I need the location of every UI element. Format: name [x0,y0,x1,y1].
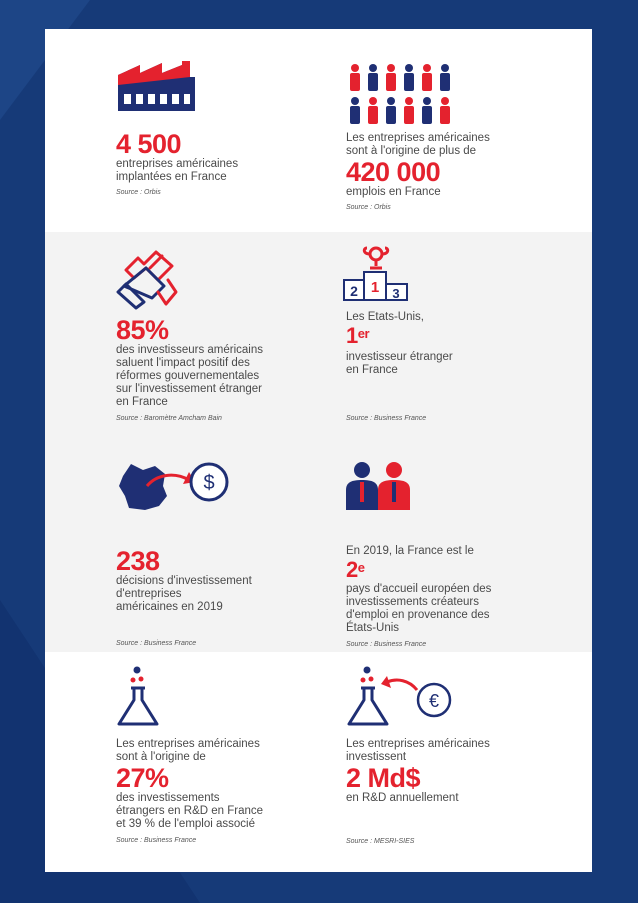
investors-line3: réformes gouvernementales [116,370,260,382]
investors-line1: des investisseurs américains [116,344,264,356]
investors-source: Source : Baromètre Amcham Bain [116,415,222,422]
decisions-line2: d'entreprises [116,588,182,600]
rd-share-block [116,738,263,845]
rd-spend-source: Source : MESRI-SIES [346,838,415,845]
europe-line2: investissements créateurs [346,596,479,608]
rd-spend-intro2: investissent [346,751,407,763]
rd-spend-block [346,738,490,846]
factory-icon [118,61,195,111]
jobs-block [346,132,490,212]
companies-line1: entreprises américaines [116,158,239,170]
investors-line5: en France [116,396,168,408]
companies-block [116,130,238,197]
row-3 [45,446,592,652]
jobs-line1: emplois en France [346,186,441,198]
companies-source: Source : Orbis [116,189,161,196]
rd-share-source: Source : Business France [116,837,197,844]
jobs-intro1: Les entreprises américaines [346,132,490,144]
decisions-value: 238 [116,546,160,576]
europe-line4: États-Unis [346,622,400,634]
flask-euro-icon [345,666,455,730]
investors-value: 85% [116,315,169,345]
rd-share-line3: et 39 % de l'emploi associé [116,818,255,830]
decisions-source: Source : Business France [116,640,197,647]
investors-block [116,316,263,423]
rd-spend-value: 2 Md$ [346,763,421,793]
decisions-line1: décisions d'investissement [116,575,252,587]
companies-line2: implantées en France [116,171,227,183]
rank-block [346,311,453,423]
europe-intro: En 2019, la France est le [346,545,474,557]
europe-line1: pays d'accueil européen des [346,583,492,595]
rank-source: Source : Business France [346,415,427,422]
rank-suffix: er [357,326,370,341]
investors-line2: saluent l'impact positif des [116,357,250,369]
handshake-icon [116,246,188,310]
jobs-source: Source : Orbis [346,204,391,211]
rank-line2: en France [346,364,398,376]
europe-source: Source : Business France [346,641,427,648]
rd-spend-line1: en R&D annuellement [346,792,459,804]
decisions-block [116,547,252,648]
europe-value-wrap [346,558,491,582]
rank-value: 1 [346,323,358,348]
europe-block [346,545,491,649]
europe-line3: d'emploi en provenance des [346,609,490,621]
rd-share-line2: étrangers en R&D en France [116,805,264,817]
rank-value-wrap [346,324,453,348]
businessmen-icon [346,462,412,510]
podium-icon [343,244,409,302]
rd-share-line1: des investissements [116,792,220,804]
europe-value: 2 [346,557,358,582]
podium-label-3: 3 [392,286,400,301]
svg-text:$: $ [203,472,215,494]
france-dollar-icon [117,460,235,514]
rank-line1: investisseur étranger [346,351,453,363]
rd-share-value: 27% [116,763,169,793]
podium-label-1: 1 [370,279,380,296]
jobs-intro2: sont à l'origine de plus de [346,145,477,157]
europe-suffix: e [357,560,365,575]
row-4 [45,652,592,872]
svg-text:€: € [428,691,440,711]
podium-label-2: 2 [350,283,358,299]
rd-share-intro2: sont à l'origine de [116,751,206,763]
decisions-line3: américaines en 2019 [116,601,223,613]
rank-intro: Les Etats-Unis, [346,311,424,323]
rd-share-intro1: Les entreprises américaines [116,738,260,750]
row-2 [45,232,592,446]
infographic-panel [45,29,592,872]
row-1 [45,29,592,232]
investors-line4: sur l'investissement étranger [116,383,263,395]
companies-value: 4 500 [116,129,182,159]
people-group-icon [347,63,451,141]
jobs-value: 420 000 [346,157,441,187]
flask-icon [115,666,163,730]
rd-spend-intro1: Les entreprises américaines [346,738,490,750]
